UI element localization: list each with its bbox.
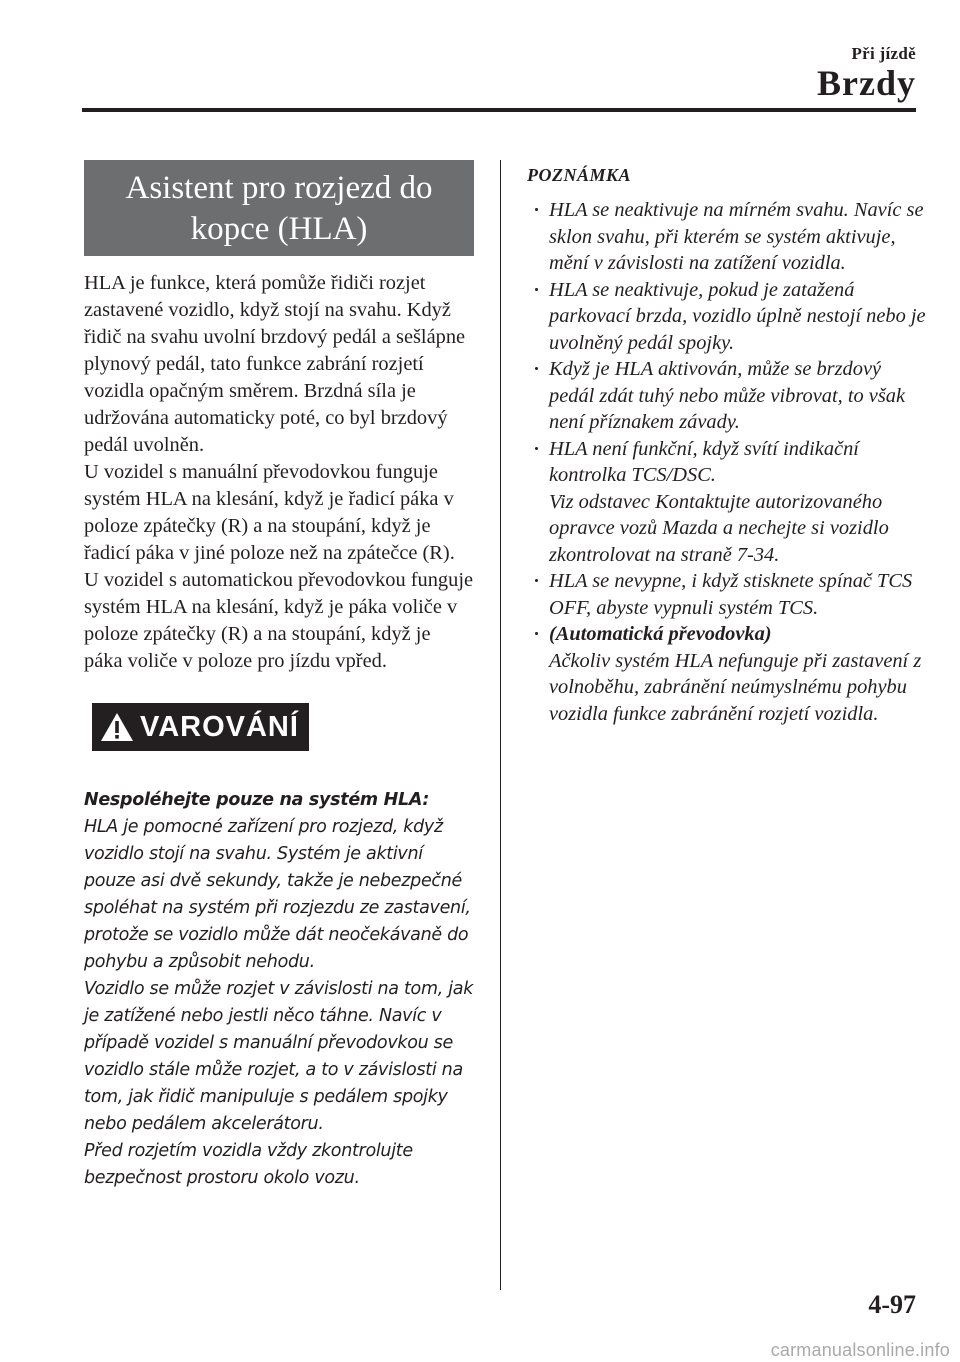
left-column [84,160,474,1192]
section-title [84,160,474,256]
column-divider [500,160,501,1290]
bullet-icon [535,447,538,450]
note-item-text: HLA se nevypne, i když stisknete spínač TCS OFF, abyste vypnuli systém TCS. [549,570,913,619]
watermark: carmanualsonline.info [770,1340,950,1360]
bullet-icon [535,288,538,291]
warning-badge [92,703,309,751]
note-item-text: Když je HLA aktivován, může se brzdový pedál zdát tuhý nebo může vibrovat, to však není příznakem závady. [549,358,906,433]
section-title-line1: Asistent pro rozjezd do [125,170,433,206]
note-item-text: HLA není funkční, když svítí indikační kontrolka TCS/DSC. [549,437,859,486]
note-item-text: HLA se neaktivuje, pokud je zatažená parkovací brzda, vozidlo úplně nestojí nebo je uvolněný pedál spojky. [549,278,926,354]
note-title: POZNÁMKA [527,165,632,185]
list-item [527,197,927,277]
note-list [527,197,927,727]
running-header-chapter: Brzdy [817,63,916,103]
page-number: 4-97 [868,1290,916,1319]
list-item [527,621,927,727]
warning-text-2: Vozidlo se může rozjet v závislosti na tom, jak je zatížené nebo jestli něco táhne. Navíc v případě vozidel s manuální převodovkou se vozidlo stále může rozjet, a to v závislosti na tom, jak řidič manipuluje s pedálem spojky nebo pedálem akcelerátoru. [84,979,474,1134]
note-item-reference: Viz odstavec Kontaktujte autorizovaného opravce vozů Mazda a nechejte si vozidlo zkontrolovat na straně 7-34. [549,490,889,566]
bullet-icon [535,367,538,370]
list-item [527,436,927,569]
warning-text-3: Před rozjetím vozidla vždy zkontrolujte bezpečnost prostoru okolo vozu. [84,1141,413,1188]
body-paragraphs [84,270,474,675]
paragraph-hla-intro: HLA je funkce, která pomůže řidiči rozjet zastavené vozidlo, když stojí na svahu. Když řidič na svahu uvolní brzdový pedál a sešlápne plynový pedál, tato funkce zabrání rozjetí vozidla opačným směrem. Brzdná síla je udržována automaticky poté, co byl brzdový pedál uvolněn. [84,272,466,456]
paragraph-automatic-transmission: U vozidel s automatickou převodovkou funguje systém HLA na klesání, když je páka voliče v poloze zpátečky (R) a na stoupání, když je páka voliče v poloze pro jízdu vpřed. [84,569,474,672]
list-item [527,568,927,621]
bullet-icon [535,579,538,582]
paragraph-manual-transmission: U vozidel s manuální převodovkou funguje systém HLA na klesání, když je řadicí páka v poloze zpátečky (R) a na stoupání, když je řadicí páka v jiné poloze než na zpátečce (R). [84,461,455,564]
bullet-icon [535,208,538,211]
header-rule [82,108,916,112]
list-item [527,277,927,357]
note-item-text: Ačkoliv systém HLA nefunguje při zastavení z volnoběhu, zabránění neúmyslnému pohybu vozidla funkce zabránění rozjetí vozidla. [549,649,922,725]
note-item-heading: (Automatická převodovka) [549,623,772,645]
note-item-text: HLA se neaktivuje na mírném svahu. Navíc se sklon svahu, při kterém se systém aktivuje, mění v závislosti na zatížení vozidla. [549,199,924,274]
running-header-section: Při jízdě [851,44,916,63]
warning-text-1: HLA je pomocné zařízení pro rozjezd, když vozidlo stojí na svahu. Systém je aktivní pouze asi dvě sekundy, takže je nebezpečné spoléhat na systém při rozjezdu ze zastavení, protože se vozidlo může dát neočekávaně do pohybu a způsobit nehodu. [84,817,471,972]
bullet-icon [535,632,538,635]
warning-label: VAROVÁNÍ [140,710,299,743]
right-column [527,160,927,727]
list-item [527,356,927,436]
warning-title: Nespoléhejte pouze na systém HLA: [84,790,430,810]
section-title-line2: kopce (HLA) [190,211,368,247]
warning-triangle-icon [100,712,134,742]
